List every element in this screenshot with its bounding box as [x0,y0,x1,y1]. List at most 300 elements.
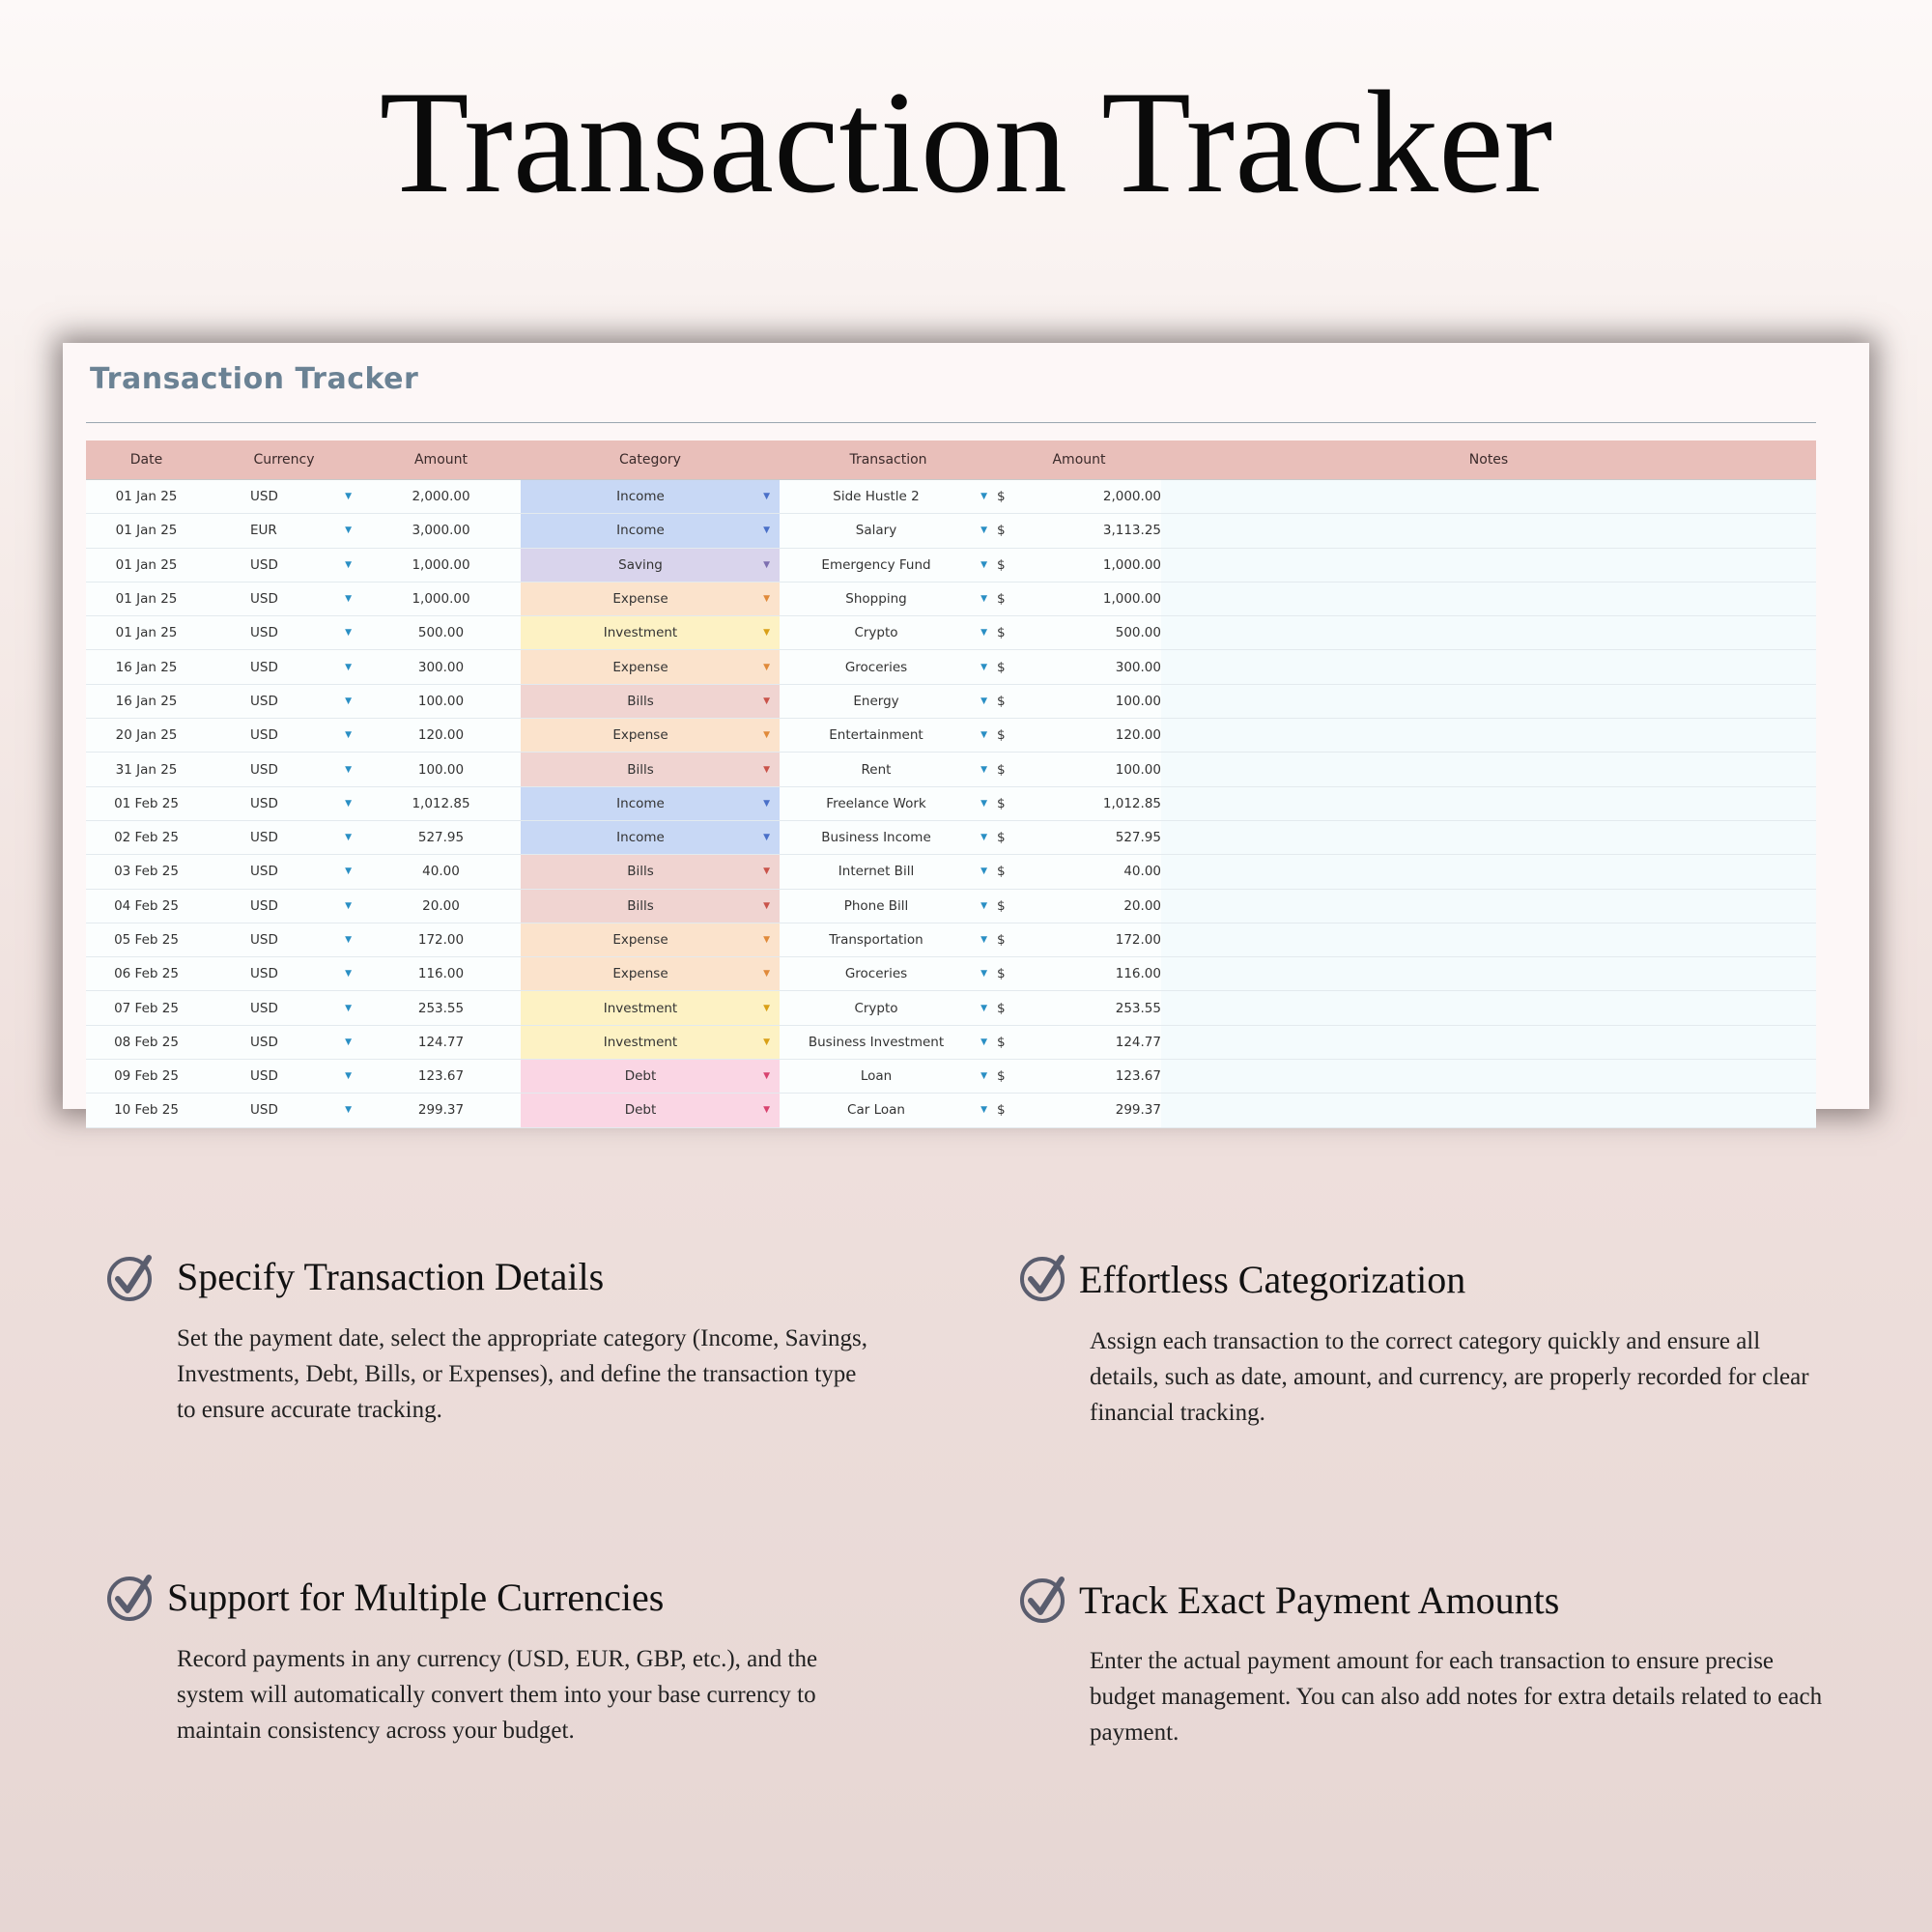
currency-value: USD [250,693,278,709]
table-row [86,890,1816,923]
notes-cell[interactable] [1161,685,1816,718]
converted-amount-cell [1031,855,1161,888]
dropdown-arrow-icon[interactable]: ▼ [980,628,987,639]
dropdown-arrow-icon[interactable]: ▼ [980,526,987,536]
date-value: 05 Feb 25 [114,932,179,948]
dropdown-arrow-icon[interactable]: ▼ [763,696,770,706]
date-cell[interactable] [86,1026,207,1059]
notes-cell[interactable] [1161,957,1816,990]
currency-dropdown[interactable] [207,991,361,1024]
dropdown-arrow-icon[interactable]: ▼ [763,1105,770,1116]
converted-amount-value: 527.95 [1115,830,1161,846]
checkmark-icon [1019,1254,1067,1302]
category-dropdown[interactable] [521,650,780,683]
transaction-value: Internet Bill [838,864,915,880]
dropdown-arrow-icon[interactable]: ▼ [980,662,987,672]
table-row [86,582,1816,616]
converted-amount-value: 172.00 [1115,932,1161,948]
dollar-sign: $ [997,591,1006,608]
category-value: Investment [603,1000,678,1016]
checkmark-icon [106,1254,155,1302]
dropdown-arrow-icon[interactable]: ▼ [345,798,352,809]
dropdown-arrow-icon[interactable]: ▼ [980,935,987,945]
currency-dropdown[interactable] [207,957,361,990]
category-dropdown[interactable] [521,855,780,888]
amount-value: 2,000.00 [412,489,470,505]
header-date: Date [129,452,163,468]
notes-cell[interactable] [1161,1094,1816,1126]
dropdown-arrow-icon[interactable]: ▼ [763,1037,770,1047]
converted-amount-value: 123.67 [1115,1068,1161,1085]
transaction-dropdown[interactable] [780,957,997,990]
dollar-sign: $ [997,727,1006,744]
notes-cell[interactable] [1161,549,1816,582]
converted-amount-cell [1031,957,1161,990]
transaction-dropdown[interactable] [780,855,997,888]
amount-cell[interactable] [361,650,521,683]
converted-amount-cell [1031,685,1161,718]
dropdown-arrow-icon[interactable]: ▼ [980,594,987,605]
dropdown-arrow-icon[interactable]: ▼ [763,867,770,877]
notes-cell[interactable] [1161,514,1816,547]
converted-amount-value: 116.00 [1115,966,1161,982]
sheet-title: Transaction Tracker [90,362,419,396]
dropdown-arrow-icon[interactable]: ▼ [980,559,987,570]
transaction-value: Loan [860,1068,893,1085]
category-value: Debt [624,1102,657,1119]
dropdown-arrow-icon[interactable]: ▼ [345,696,352,706]
amount-value: 172.00 [417,932,465,948]
category-dropdown[interactable] [521,719,780,752]
dollar-sign: $ [997,523,1006,539]
category-value: Expense [612,966,668,982]
date-cell[interactable] [86,514,207,547]
currency-value: USD [250,1102,278,1119]
transaction-dropdown[interactable] [780,923,997,956]
date-cell[interactable] [86,582,207,615]
header-currency: Currency [253,452,315,468]
dollar-sign: $ [997,864,1006,880]
converted-amount-value: 120.00 [1115,727,1161,744]
category-dropdown[interactable] [521,514,780,547]
dropdown-arrow-icon[interactable]: ▼ [980,492,987,502]
transaction-dropdown[interactable] [780,1060,997,1093]
date-cell[interactable] [86,650,207,683]
category-value: Expense [612,727,668,744]
currency-symbol [997,855,1031,888]
table-row [86,685,1816,719]
currency-value: USD [250,795,278,811]
table-row [86,1026,1816,1060]
amount-cell[interactable] [361,685,521,718]
category-dropdown[interactable] [521,616,780,649]
date-value: 01 Jan 25 [115,625,178,641]
transaction-dropdown[interactable] [780,1094,997,1126]
transaction-dropdown[interactable] [780,582,997,615]
dropdown-arrow-icon[interactable]: ▼ [345,594,352,605]
dropdown-arrow-icon[interactable]: ▼ [763,559,770,570]
converted-amount-value: 253.55 [1115,1000,1161,1016]
currency-value: USD [250,761,278,778]
notes-cell[interactable] [1161,890,1816,923]
transaction-dropdown[interactable] [780,685,997,718]
transaction-dropdown[interactable] [780,1026,997,1059]
category-value: Expense [612,932,668,948]
category-dropdown[interactable] [521,1060,780,1093]
converted-amount-cell [1031,650,1161,683]
dropdown-arrow-icon[interactable]: ▼ [980,798,987,809]
dollar-sign: $ [997,489,1006,505]
converted-amount-cell [1031,753,1161,785]
amount-cell[interactable] [361,1060,521,1093]
notes-cell[interactable] [1161,719,1816,752]
transaction-dropdown[interactable] [780,549,997,582]
dropdown-arrow-icon[interactable]: ▼ [980,1105,987,1116]
converted-amount-value: 1,000.00 [1102,556,1161,573]
amount-value: 253.55 [417,1000,465,1016]
dropdown-arrow-icon[interactable]: ▼ [980,867,987,877]
currency-dropdown[interactable] [207,753,361,785]
category-dropdown[interactable] [521,890,780,923]
currency-symbol [997,923,1031,956]
amount-value: 1,012.85 [412,795,470,811]
dollar-sign: $ [997,897,1006,914]
currency-value: USD [250,897,278,914]
header-notes: Notes [1468,452,1509,468]
dropdown-arrow-icon[interactable]: ▼ [763,730,770,741]
converted-amount-value: 299.37 [1115,1102,1161,1119]
table-row [86,787,1816,821]
converted-amount-cell [1031,582,1161,615]
category-dropdown[interactable] [521,549,780,582]
dropdown-arrow-icon[interactable]: ▼ [345,559,352,570]
divider [86,422,1816,423]
dollar-sign: $ [997,830,1006,846]
converted-amount-cell [1031,890,1161,923]
notes-cell[interactable] [1161,1060,1816,1093]
transaction-value: Freelance Work [826,795,926,811]
amount-cell[interactable] [361,923,521,956]
transaction-value: Business Income [821,830,931,846]
amount-cell[interactable] [361,1094,521,1126]
date-value: 01 Jan 25 [115,523,178,539]
converted-amount-cell [1031,480,1161,513]
dropdown-arrow-icon[interactable]: ▼ [345,1037,352,1047]
dollar-sign: $ [997,932,1006,948]
dropdown-arrow-icon[interactable]: ▼ [980,900,987,911]
amount-cell[interactable] [361,991,521,1024]
date-cell[interactable] [86,1094,207,1126]
currency-dropdown[interactable] [207,514,361,547]
transaction-dropdown[interactable] [780,991,997,1024]
dropdown-arrow-icon[interactable]: ▼ [980,730,987,741]
amount-value: 300.00 [417,659,465,675]
dropdown-arrow-icon[interactable]: ▼ [345,764,352,775]
dropdown-arrow-icon[interactable]: ▼ [980,833,987,843]
dropdown-arrow-icon[interactable]: ▼ [345,662,352,672]
notes-cell[interactable] [1161,753,1816,785]
transaction-dropdown[interactable] [780,753,997,785]
date-value: 16 Jan 25 [115,659,178,675]
header-category: Category [619,452,681,468]
date-cell[interactable] [86,1060,207,1093]
dropdown-arrow-icon[interactable]: ▼ [980,1037,987,1047]
currency-dropdown[interactable] [207,821,361,854]
date-value: 08 Feb 25 [114,1034,179,1050]
amount-cell[interactable] [361,549,521,582]
feature-title: Track Exact Payment Amounts [1079,1578,1560,1622]
transaction-value: Groceries [844,659,908,675]
dropdown-arrow-icon[interactable]: ▼ [763,594,770,605]
dropdown-arrow-icon[interactable]: ▼ [345,526,352,536]
amount-cell[interactable] [361,787,521,820]
date-cell[interactable] [86,685,207,718]
currency-dropdown[interactable] [207,855,361,888]
date-cell[interactable] [86,821,207,854]
amount-value: 120.00 [417,727,465,744]
converted-amount-cell [1031,787,1161,820]
currency-dropdown[interactable] [207,719,361,752]
dropdown-arrow-icon[interactable]: ▼ [763,1071,770,1082]
dropdown-arrow-icon[interactable]: ▼ [345,935,352,945]
transaction-value: Crypto [854,1000,898,1016]
category-dropdown[interactable] [521,753,780,785]
currency-dropdown[interactable] [207,685,361,718]
dropdown-arrow-icon[interactable]: ▼ [345,900,352,911]
transaction-value: Emergency Fund [821,556,931,573]
date-cell[interactable] [86,890,207,923]
currency-symbol [997,821,1031,854]
dropdown-arrow-icon[interactable]: ▼ [980,696,987,706]
amount-cell[interactable] [361,821,521,854]
checkmark-icon [1019,1576,1067,1624]
currency-symbol [997,582,1031,615]
currency-symbol [997,480,1031,513]
notes-cell[interactable] [1161,582,1816,615]
dropdown-arrow-icon[interactable]: ▼ [763,1003,770,1013]
amount-cell[interactable] [361,855,521,888]
category-dropdown[interactable] [521,991,780,1024]
dropdown-arrow-icon[interactable]: ▼ [980,1003,987,1013]
table-row [86,549,1816,582]
date-cell[interactable] [86,991,207,1024]
currency-symbol [997,549,1031,582]
currency-dropdown[interactable] [207,549,361,582]
currency-symbol [997,991,1031,1024]
category-value: Income [616,795,665,811]
table-row [86,821,1816,855]
transaction-value: Phone Bill [843,897,909,914]
dropdown-arrow-icon[interactable]: ▼ [763,969,770,980]
currency-dropdown[interactable] [207,1060,361,1093]
currency-dropdown[interactable] [207,1026,361,1059]
amount-cell[interactable] [361,719,521,752]
currency-dropdown[interactable] [207,923,361,956]
date-cell[interactable] [86,787,207,820]
date-cell[interactable] [86,549,207,582]
transaction-dropdown[interactable] [780,650,997,683]
amount-value: 500.00 [417,625,465,641]
category-value: Saving [618,556,663,573]
amount-cell[interactable] [361,616,521,649]
notes-cell[interactable] [1161,855,1816,888]
category-dropdown[interactable] [521,957,780,990]
dropdown-arrow-icon[interactable]: ▼ [345,833,352,843]
category-value: Bills [627,761,654,778]
dropdown-arrow-icon[interactable]: ▼ [763,492,770,502]
table-header [86,440,1816,482]
notes-cell[interactable] [1161,480,1816,513]
amount-cell[interactable] [361,582,521,615]
transaction-value: Energy [853,693,899,709]
dropdown-arrow-icon[interactable]: ▼ [763,526,770,536]
dropdown-arrow-icon[interactable]: ▼ [763,628,770,639]
currency-symbol [997,890,1031,923]
dropdown-arrow-icon[interactable]: ▼ [763,764,770,775]
category-value: Expense [612,591,668,608]
table-body [86,480,1816,1128]
currency-dropdown[interactable] [207,616,361,649]
dollar-sign: $ [997,966,1006,982]
dropdown-arrow-icon[interactable]: ▼ [345,969,352,980]
date-cell[interactable] [86,957,207,990]
category-dropdown[interactable] [521,582,780,615]
notes-cell[interactable] [1161,616,1816,649]
date-value: 10 Feb 25 [114,1102,179,1119]
category-dropdown[interactable] [521,480,780,513]
converted-amount-value: 2,000.00 [1102,489,1161,505]
notes-cell[interactable] [1161,821,1816,854]
amount-cell[interactable] [361,514,521,547]
transaction-dropdown[interactable] [780,616,997,649]
currency-symbol [997,685,1031,718]
dropdown-arrow-icon[interactable]: ▼ [763,935,770,945]
converted-amount-cell [1031,514,1161,547]
category-value: Income [616,489,665,505]
dropdown-arrow-icon[interactable]: ▼ [763,833,770,843]
transaction-dropdown[interactable] [780,480,997,513]
currency-symbol [997,1060,1031,1093]
transaction-value: Car Loan [847,1102,905,1119]
notes-cell[interactable] [1161,923,1816,956]
transaction-dropdown[interactable] [780,514,997,547]
amount-cell[interactable] [361,890,521,923]
dropdown-arrow-icon[interactable]: ▼ [763,900,770,911]
amount-value: 124.77 [417,1034,465,1050]
dropdown-arrow-icon[interactable]: ▼ [763,798,770,809]
dropdown-arrow-icon[interactable]: ▼ [980,764,987,775]
notes-cell[interactable] [1161,991,1816,1024]
currency-dropdown[interactable] [207,582,361,615]
currency-value: USD [250,1000,278,1016]
notes-cell[interactable] [1161,650,1816,683]
currency-value: USD [250,625,278,641]
category-dropdown[interactable] [521,923,780,956]
category-dropdown[interactable] [521,821,780,854]
transaction-value: Transportation [829,932,923,948]
notes-cell[interactable] [1161,1026,1816,1059]
converted-amount-cell [1031,616,1161,649]
category-dropdown[interactable] [521,787,780,820]
currency-symbol [997,1094,1031,1126]
header-converted-amount: Amount [1052,452,1106,468]
currency-symbol [997,753,1031,785]
dropdown-arrow-icon[interactable]: ▼ [980,969,987,980]
dropdown-arrow-icon[interactable]: ▼ [763,662,770,672]
currency-dropdown[interactable] [207,890,361,923]
currency-dropdown[interactable] [207,787,361,820]
transaction-value: Side Hustle 2 [833,489,920,505]
dropdown-arrow-icon[interactable]: ▼ [345,628,352,639]
category-value: Bills [627,897,654,914]
currency-symbol [997,514,1031,547]
currency-dropdown[interactable] [207,650,361,683]
date-cell[interactable] [86,855,207,888]
dropdown-arrow-icon[interactable]: ▼ [345,730,352,741]
date-value: 31 Jan 25 [115,761,178,778]
category-dropdown[interactable] [521,1026,780,1059]
date-cell[interactable] [86,753,207,785]
converted-amount-value: 100.00 [1115,761,1161,778]
dropdown-arrow-icon[interactable]: ▼ [345,867,352,877]
date-value: 01 Feb 25 [114,795,179,811]
amount-cell[interactable] [361,753,521,785]
amount-cell[interactable] [361,480,521,513]
transaction-dropdown[interactable] [780,890,997,923]
dropdown-arrow-icon[interactable]: ▼ [345,1003,352,1013]
amount-value: 1,000.00 [412,556,470,573]
header-amount: Amount [413,452,468,468]
dropdown-arrow-icon[interactable]: ▼ [345,492,352,502]
transaction-value: Groceries [844,966,908,982]
date-value: 04 Feb 25 [114,897,179,914]
dropdown-arrow-icon[interactable]: ▼ [345,1071,352,1082]
transaction-value: Entertainment [829,727,923,744]
category-value: Bills [627,864,654,880]
converted-amount-cell [1031,821,1161,854]
transaction-dropdown[interactable] [780,719,997,752]
category-dropdown[interactable] [521,685,780,718]
dollar-sign: $ [997,659,1006,675]
date-cell[interactable] [86,923,207,956]
transaction-dropdown[interactable] [780,821,997,854]
date-cell[interactable] [86,480,207,513]
feature-text: Set the payment date, select the appropriate category (Income, Savings, Investments, Debt, Bills, or Expenses), and define the transaction type to ensure accurate tracking. [177,1325,868,1423]
currency-value: USD [250,966,278,982]
dollar-sign: $ [997,1000,1006,1016]
transaction-dropdown[interactable] [780,787,997,820]
converted-amount-value: 40.00 [1123,864,1161,880]
transaction-value: Shopping [845,591,907,608]
spreadsheet-preview [63,343,1869,1119]
category-dropdown[interactable] [521,1094,780,1126]
dropdown-arrow-icon[interactable]: ▼ [345,1105,352,1116]
date-cell[interactable] [86,719,207,752]
currency-dropdown[interactable] [207,480,361,513]
notes-cell[interactable] [1161,787,1816,820]
checkmark-icon [106,1574,155,1622]
currency-symbol [997,719,1031,752]
category-value: Expense [612,659,668,675]
amount-cell[interactable] [361,1026,521,1059]
table-row [86,650,1816,684]
amount-cell[interactable] [361,957,521,990]
dropdown-arrow-icon[interactable]: ▼ [980,1071,987,1082]
currency-value: USD [250,1068,278,1085]
date-cell[interactable] [86,616,207,649]
currency-dropdown[interactable] [207,1094,361,1126]
feature-text: Record payments in any currency (USD, EUR, GBP, etc.), and the system will automatically convert them into your base currency to maintain consistency across your budget. [177,1646,818,1744]
